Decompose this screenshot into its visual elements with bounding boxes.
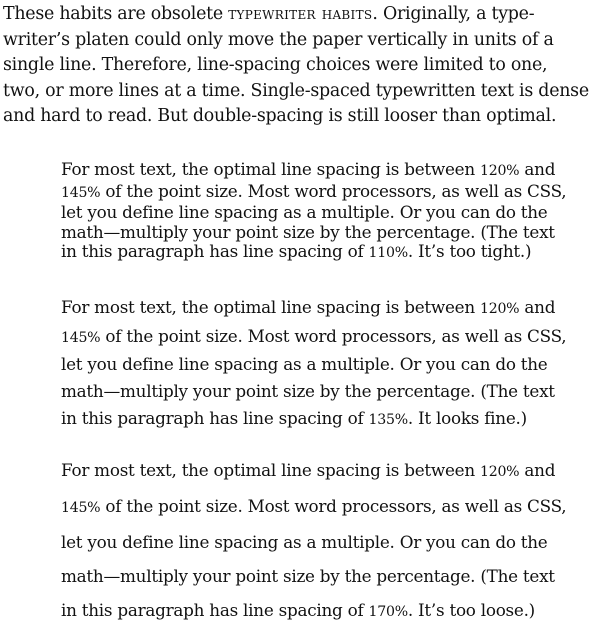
example-line: math—multiply your point size by the percentage. (The text bbox=[61, 566, 555, 586]
intro-line-text: . Originally, a type- bbox=[372, 4, 535, 24]
example-line: 145% of the point size. Most word processors, as well as CSS, bbox=[61, 496, 567, 516]
intro-line: single line. Therefore, line-spacing choices were limited to one, bbox=[3, 55, 548, 75]
example-line: For most text, the optimal line spacing is between 120% and bbox=[61, 297, 556, 317]
example-paragraph-135 bbox=[61, 294, 599, 434]
example-line: let you define line spacing as a multiple. Or you can do the bbox=[61, 354, 548, 375]
example-line: 145% of the point size. Most word processors, as well as CSS, bbox=[61, 325, 567, 346]
intro-paragraph bbox=[3, 2, 602, 130]
example-line: in this paragraph has line spacing of 110%. It’s too tight.) bbox=[61, 241, 532, 261]
example-paragraph-170 bbox=[61, 453, 599, 629]
intro-line: writer’s platen could only move the paper vertically in units of a bbox=[3, 29, 554, 50]
intro-line: and hard to read. But double-spacing is still looser than optimal. bbox=[3, 106, 557, 126]
intro-line: two, or more lines at a time. Single-spaced typewritten text is dense bbox=[3, 80, 589, 101]
example-line: let you define line spacing as a multiple. Or you can do the bbox=[61, 202, 548, 222]
example-line: For most text, the optimal line spacing is between 120% and bbox=[61, 460, 556, 480]
smallcaps-term: typewriter habits bbox=[228, 4, 373, 24]
example-line: in this paragraph has line spacing of 135%. It looks fine.) bbox=[61, 407, 527, 428]
example-line: math—multiply your point size by the percentage. (The text bbox=[61, 221, 555, 242]
example-line: let you define line spacing as a multiple. Or you can do the bbox=[61, 532, 548, 552]
example-line: 145% of the point size. Most word processors, as well as CSS, bbox=[61, 180, 567, 201]
example-paragraph-110 bbox=[61, 160, 599, 264]
example-line: math—multiply your point size by the percentage. (The text bbox=[61, 381, 555, 402]
intro-line bbox=[3, 2, 602, 28]
example-line: in this paragraph has line spacing of 170%. It’s too loose.) bbox=[61, 600, 535, 620]
example-line: For most text, the optimal line spacing is between 120% and bbox=[61, 160, 556, 179]
intro-line-text: These habits are obsolete bbox=[3, 4, 229, 24]
